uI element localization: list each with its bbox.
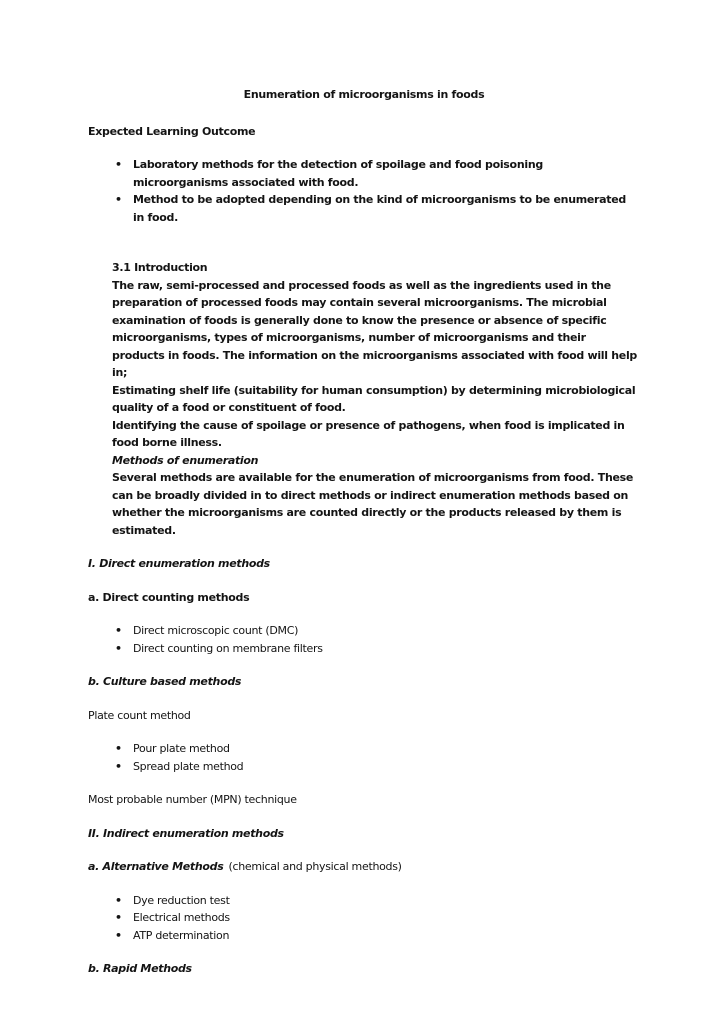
bullet-icon: • — [115, 928, 122, 942]
direct-counting-list — [88, 622, 640, 657]
bullet-icon: • — [115, 158, 122, 171]
list-item-text: Dye reduction test — [133, 893, 230, 907]
bullet-icon: • — [115, 893, 122, 907]
list-item — [88, 740, 640, 758]
list-item-text: Method to be adopted depending on the kind of microorganisms to be enumerated in food. — [133, 193, 626, 224]
introduction-heading: 3.1 Introduction — [112, 261, 208, 274]
plate-count-label: Plate count method — [88, 708, 191, 722]
methods-of-enumeration-paragraph: Several methods are available for the enumeration of microorganisms from food. These can be broadly divided in to direct methods or indirect enumeration methods based on whether the microorganisms are counted directly or the products released by them is estimated. — [112, 471, 634, 537]
list-item-text: ATP determination — [133, 928, 230, 942]
direct-counting-heading: a. Direct counting methods — [88, 590, 250, 604]
learning-outcome-heading: Expected Learning Outcome — [88, 124, 256, 138]
bullet-icon: • — [115, 193, 122, 206]
plate-count-list — [88, 740, 640, 775]
list-item — [88, 156, 640, 191]
list-item-text: Pour plate method — [133, 742, 230, 755]
bullet-icon: • — [115, 911, 122, 924]
list-item-text: Spread plate method — [133, 759, 244, 773]
list-item-text: Laboratory methods for the detection of spoilage and food poisoning microorganisms associated with food. — [133, 158, 543, 189]
bullet-icon: • — [115, 742, 122, 755]
culture-based-heading: b. Culture based methods — [88, 675, 242, 688]
methods-of-enumeration-heading: Methods of enumeration — [112, 453, 259, 467]
alternative-methods-list — [88, 892, 640, 945]
list-item-text: Direct counting on membrane filters — [133, 641, 323, 655]
introduction-point-shelf-life: Estimating shelf life (suitability for human consumption) by determining microbiological quality of a food or constituent of food. — [112, 383, 636, 414]
list-item — [88, 927, 640, 945]
list-item — [88, 758, 640, 776]
bullet-icon: • — [115, 624, 122, 637]
list-item — [88, 909, 640, 927]
direct-enumeration-heading: I. Direct enumeration methods — [88, 557, 270, 570]
alternative-methods-heading-row — [88, 858, 640, 876]
list-item-text: Direct microscopic count (DMC) — [133, 624, 299, 637]
list-item — [88, 892, 640, 910]
alternative-methods-note: (chemical and physical methods) — [228, 860, 402, 873]
section-introduction — [112, 259, 640, 539]
bullet-icon: • — [115, 641, 122, 655]
rapid-methods-heading: b. Rapid Methods — [88, 962, 192, 975]
list-item-text: Electrical methods — [133, 911, 230, 924]
indirect-enumeration-heading: II. Indirect enumeration methods — [88, 826, 284, 840]
learning-outcome-list — [88, 156, 640, 226]
bullet-icon: • — [115, 759, 122, 773]
document-title: Enumeration of microorganisms in foods — [243, 88, 485, 101]
list-item — [88, 191, 640, 226]
introduction-paragraph: The raw, semi-processed and processed foods as well as the ingredients used in the preparation of processed foods may contain several microorganisms. The microbial examination of foods is generally done to know the presence or absence of specific microorganisms, types of microorganisms, number of microorganisms and their products in foods. The information on the microorganisms associated with food will help in; — [112, 278, 638, 379]
mpn-label: Most probable number (MPN) technique — [88, 793, 297, 806]
introduction-point-spoilage: Identifying the cause of spoilage or presence of pathogens, when food is implicated in food borne illness. — [112, 418, 625, 449]
alternative-methods-heading: a. Alternative Methods — [88, 860, 224, 873]
list-item — [88, 622, 640, 640]
list-item — [88, 640, 640, 658]
